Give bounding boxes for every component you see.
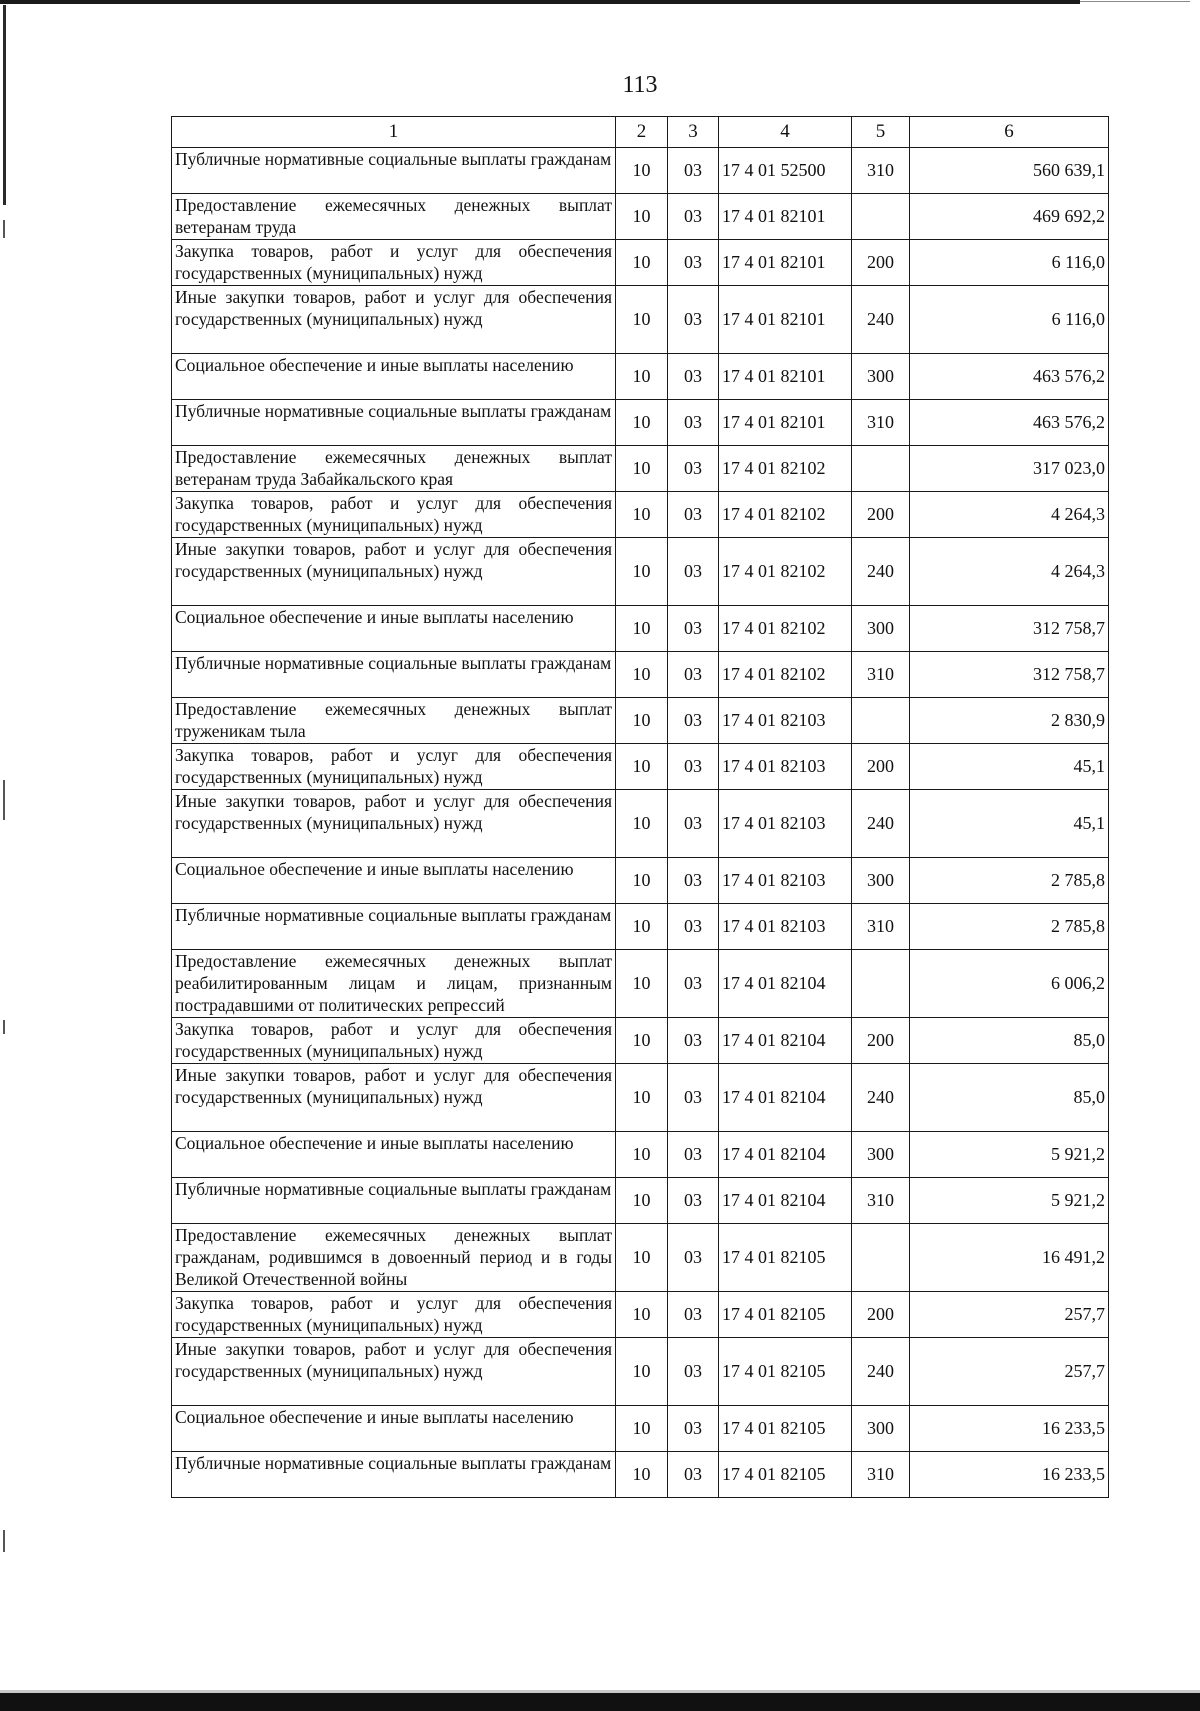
- row-name-cell: Предоставление ежемесячных денежных выплат труженикам тыла: [172, 698, 616, 744]
- row-target-code-cell: 17 4 01 82101: [719, 354, 852, 400]
- column-header-name: 1: [172, 117, 616, 148]
- row-subsection-cell: 03: [668, 1018, 719, 1064]
- row-expense-type-cell: 200: [852, 1292, 910, 1338]
- row-target-code-cell: 17 4 01 82105: [719, 1338, 852, 1406]
- row-section-cell: 10: [616, 698, 668, 744]
- row-name-cell: Социальное обеспечение и иные выплаты населению: [172, 354, 616, 400]
- scan-left-mark: [3, 220, 5, 238]
- row-section-cell: 10: [616, 652, 668, 698]
- row-amount-cell: 469 692,2: [910, 194, 1109, 240]
- scan-top-edge: [0, 0, 1080, 4]
- row-name-cell: Предоставление ежемесячных денежных выплат гражданам, родившимся в довоенный период и в годы Великой Отечественной войны: [172, 1224, 616, 1292]
- row-amount-cell: 45,1: [910, 790, 1109, 858]
- row-expense-type-cell: [852, 1224, 910, 1292]
- row-target-code-cell: 17 4 01 52500: [719, 148, 852, 194]
- table-body: [172, 148, 1109, 1498]
- row-subsection-cell: 03: [668, 286, 719, 354]
- row-section-cell: 10: [616, 1406, 668, 1452]
- column-header-subsection: 3: [668, 117, 719, 148]
- row-section-cell: 10: [616, 400, 668, 446]
- row-amount-cell: 5 921,2: [910, 1178, 1109, 1224]
- row-subsection-cell: 03: [668, 606, 719, 652]
- row-target-code-cell: 17 4 01 82105: [719, 1224, 852, 1292]
- row-amount-cell: 45,1: [910, 744, 1109, 790]
- table-row: [172, 858, 1109, 904]
- table-row: [172, 1064, 1109, 1132]
- row-expense-type-cell: [852, 950, 910, 1018]
- column-header-amount: 6: [910, 117, 1109, 148]
- row-section-cell: 10: [616, 354, 668, 400]
- row-expense-type-cell: 310: [852, 148, 910, 194]
- row-name-cell: Закупка товаров, работ и услуг для обеспечения государственных (муниципальных) нужд: [172, 744, 616, 790]
- row-name-cell: Иные закупки товаров, работ и услуг для обеспечения государственных (муниципальных) нужд: [172, 1064, 616, 1132]
- row-subsection-cell: 03: [668, 240, 719, 286]
- row-section-cell: 10: [616, 194, 668, 240]
- row-subsection-cell: 03: [668, 148, 719, 194]
- row-expense-type-cell: 300: [852, 354, 910, 400]
- scan-bottom-edge: [0, 1693, 1200, 1711]
- column-header-expense-type: 5: [852, 117, 910, 148]
- row-expense-type-cell: 240: [852, 1338, 910, 1406]
- table-row: [172, 698, 1109, 744]
- row-expense-type-cell: 240: [852, 286, 910, 354]
- row-section-cell: 10: [616, 148, 668, 194]
- row-subsection-cell: 03: [668, 194, 719, 240]
- scan-left-edge: [3, 5, 6, 205]
- scan-left-mark: [3, 1530, 5, 1552]
- table-row: [172, 950, 1109, 1018]
- table-header-row: [172, 117, 1109, 148]
- row-expense-type-cell: 200: [852, 744, 910, 790]
- table-row: [172, 400, 1109, 446]
- row-expense-type-cell: 310: [852, 1452, 910, 1498]
- row-name-cell: Публичные нормативные социальные выплаты гражданам: [172, 1452, 616, 1498]
- budget-table: [171, 116, 1109, 1498]
- table-row: [172, 286, 1109, 354]
- row-amount-cell: 6 006,2: [910, 950, 1109, 1018]
- row-section-cell: 10: [616, 790, 668, 858]
- row-expense-type-cell: 310: [852, 652, 910, 698]
- scan-left-mark: [3, 780, 5, 820]
- row-name-cell: Публичные нормативные социальные выплаты гражданам: [172, 652, 616, 698]
- row-expense-type-cell: 200: [852, 240, 910, 286]
- row-name-cell: Закупка товаров, работ и услуг для обеспечения государственных (муниципальных) нужд: [172, 1018, 616, 1064]
- row-name-cell: Социальное обеспечение и иные выплаты населению: [172, 606, 616, 652]
- row-amount-cell: 463 576,2: [910, 354, 1109, 400]
- row-section-cell: 10: [616, 1178, 668, 1224]
- row-subsection-cell: 03: [668, 652, 719, 698]
- row-target-code-cell: 17 4 01 82104: [719, 1018, 852, 1064]
- row-amount-cell: 257,7: [910, 1292, 1109, 1338]
- row-amount-cell: 16 233,5: [910, 1452, 1109, 1498]
- row-name-cell: Предоставление ежемесячных денежных выплат реабилитированным лицам и лицам, признанным пострадавшими от политических репрессий: [172, 950, 616, 1018]
- scan-left-mark: [3, 1020, 5, 1034]
- row-subsection-cell: 03: [668, 858, 719, 904]
- row-amount-cell: 560 639,1: [910, 148, 1109, 194]
- row-name-cell: Публичные нормативные социальные выплаты гражданам: [172, 148, 616, 194]
- row-target-code-cell: 17 4 01 82104: [719, 1178, 852, 1224]
- table-row: [172, 606, 1109, 652]
- row-expense-type-cell: 300: [852, 1406, 910, 1452]
- column-header-target-code: 4: [719, 117, 852, 148]
- row-expense-type-cell: 310: [852, 400, 910, 446]
- row-name-cell: Социальное обеспечение и иные выплаты населению: [172, 1406, 616, 1452]
- row-target-code-cell: 17 4 01 82102: [719, 652, 852, 698]
- row-target-code-cell: 17 4 01 82102: [719, 606, 852, 652]
- row-section-cell: 10: [616, 1064, 668, 1132]
- row-amount-cell: 16 233,5: [910, 1406, 1109, 1452]
- row-expense-type-cell: 300: [852, 1132, 910, 1178]
- row-amount-cell: 85,0: [910, 1018, 1109, 1064]
- row-name-cell: Закупка товаров, работ и услуг для обеспечения государственных (муниципальных) нужд: [172, 492, 616, 538]
- row-subsection-cell: 03: [668, 538, 719, 606]
- row-name-cell: Предоставление ежемесячных денежных выплат ветеранам труда: [172, 194, 616, 240]
- row-subsection-cell: 03: [668, 1292, 719, 1338]
- row-section-cell: 10: [616, 492, 668, 538]
- table-row: [172, 744, 1109, 790]
- row-target-code-cell: 17 4 01 82102: [719, 492, 852, 538]
- row-name-cell: Закупка товаров, работ и услуг для обеспечения государственных (муниципальных) нужд: [172, 240, 616, 286]
- row-target-code-cell: 17 4 01 82101: [719, 400, 852, 446]
- row-section-cell: 10: [616, 606, 668, 652]
- table-row: [172, 1132, 1109, 1178]
- row-target-code-cell: 17 4 01 82104: [719, 950, 852, 1018]
- row-subsection-cell: 03: [668, 698, 719, 744]
- row-section-cell: 10: [616, 1132, 668, 1178]
- row-amount-cell: 312 758,7: [910, 652, 1109, 698]
- row-section-cell: 10: [616, 446, 668, 492]
- row-section-cell: 10: [616, 744, 668, 790]
- row-section-cell: 10: [616, 1018, 668, 1064]
- row-target-code-cell: 17 4 01 82101: [719, 240, 852, 286]
- row-target-code-cell: 17 4 01 82103: [719, 858, 852, 904]
- row-target-code-cell: 17 4 01 82103: [719, 790, 852, 858]
- table-row: [172, 904, 1109, 950]
- row-name-cell: Публичные нормативные социальные выплаты гражданам: [172, 904, 616, 950]
- row-subsection-cell: 03: [668, 904, 719, 950]
- page-number: 113: [622, 72, 658, 98]
- row-subsection-cell: 03: [668, 950, 719, 1018]
- row-section-cell: 10: [616, 240, 668, 286]
- table-row: [172, 1406, 1109, 1452]
- row-section-cell: 10: [616, 858, 668, 904]
- row-expense-type-cell: 240: [852, 538, 910, 606]
- table-row: [172, 652, 1109, 698]
- row-subsection-cell: 03: [668, 400, 719, 446]
- row-target-code-cell: 17 4 01 82105: [719, 1406, 852, 1452]
- row-subsection-cell: 03: [668, 1452, 719, 1498]
- row-section-cell: 10: [616, 1224, 668, 1292]
- row-amount-cell: 312 758,7: [910, 606, 1109, 652]
- table-row: [172, 492, 1109, 538]
- table-row: [172, 194, 1109, 240]
- row-target-code-cell: 17 4 01 82105: [719, 1452, 852, 1498]
- row-subsection-cell: 03: [668, 446, 719, 492]
- row-target-code-cell: 17 4 01 82104: [719, 1064, 852, 1132]
- row-target-code-cell: 17 4 01 82102: [719, 538, 852, 606]
- table-row: [172, 1338, 1109, 1406]
- row-amount-cell: 6 116,0: [910, 240, 1109, 286]
- table-row: [172, 1224, 1109, 1292]
- row-expense-type-cell: [852, 698, 910, 744]
- row-target-code-cell: 17 4 01 82103: [719, 698, 852, 744]
- row-subsection-cell: 03: [668, 744, 719, 790]
- row-name-cell: Иные закупки товаров, работ и услуг для обеспечения государственных (муниципальных) нужд: [172, 790, 616, 858]
- row-subsection-cell: 03: [668, 492, 719, 538]
- row-name-cell: Закупка товаров, работ и услуг для обеспечения государственных (муниципальных) нужд: [172, 1292, 616, 1338]
- table-row: [172, 1292, 1109, 1338]
- table-row: [172, 446, 1109, 492]
- row-name-cell: Иные закупки товаров, работ и услуг для обеспечения государственных (муниципальных) нужд: [172, 538, 616, 606]
- row-target-code-cell: 17 4 01 82102: [719, 446, 852, 492]
- row-amount-cell: 2 785,8: [910, 904, 1109, 950]
- row-subsection-cell: 03: [668, 1064, 719, 1132]
- row-amount-cell: 2 785,8: [910, 858, 1109, 904]
- row-amount-cell: 4 264,3: [910, 538, 1109, 606]
- row-section-cell: 10: [616, 538, 668, 606]
- row-expense-type-cell: [852, 446, 910, 492]
- row-target-code-cell: 17 4 01 82104: [719, 1132, 852, 1178]
- row-section-cell: 10: [616, 286, 668, 354]
- row-expense-type-cell: 240: [852, 790, 910, 858]
- row-target-code-cell: 17 4 01 82103: [719, 904, 852, 950]
- table-row: [172, 354, 1109, 400]
- row-amount-cell: 257,7: [910, 1338, 1109, 1406]
- row-amount-cell: 2 830,9: [910, 698, 1109, 744]
- row-name-cell: Иные закупки товаров, работ и услуг для обеспечения государственных (муниципальных) нужд: [172, 1338, 616, 1406]
- row-target-code-cell: 17 4 01 82105: [719, 1292, 852, 1338]
- row-subsection-cell: 03: [668, 354, 719, 400]
- row-name-cell: Иные закупки товаров, работ и услуг для обеспечения государственных (муниципальных) нужд: [172, 286, 616, 354]
- row-expense-type-cell: 200: [852, 492, 910, 538]
- table-row: [172, 148, 1109, 194]
- row-expense-type-cell: 200: [852, 1018, 910, 1064]
- table-row: [172, 1018, 1109, 1064]
- scan-top-edge-thin: [1080, 1, 1190, 2]
- row-expense-type-cell: 240: [852, 1064, 910, 1132]
- row-subsection-cell: 03: [668, 1178, 719, 1224]
- row-section-cell: 10: [616, 1452, 668, 1498]
- row-subsection-cell: 03: [668, 1224, 719, 1292]
- row-amount-cell: 6 116,0: [910, 286, 1109, 354]
- table-row: [172, 1452, 1109, 1498]
- row-name-cell: Публичные нормативные социальные выплаты гражданам: [172, 1178, 616, 1224]
- row-name-cell: Социальное обеспечение и иные выплаты населению: [172, 858, 616, 904]
- row-amount-cell: 463 576,2: [910, 400, 1109, 446]
- table-row: [172, 538, 1109, 606]
- row-name-cell: Предоставление ежемесячных денежных выплат ветеранам труда Забайкальского края: [172, 446, 616, 492]
- row-section-cell: 10: [616, 950, 668, 1018]
- row-subsection-cell: 03: [668, 1132, 719, 1178]
- row-section-cell: 10: [616, 1292, 668, 1338]
- table-row: [172, 1178, 1109, 1224]
- row-amount-cell: 5 921,2: [910, 1132, 1109, 1178]
- row-name-cell: Публичные нормативные социальные выплаты гражданам: [172, 400, 616, 446]
- row-section-cell: 10: [616, 904, 668, 950]
- table-row: [172, 240, 1109, 286]
- row-expense-type-cell: 300: [852, 858, 910, 904]
- row-amount-cell: 85,0: [910, 1064, 1109, 1132]
- row-subsection-cell: 03: [668, 1406, 719, 1452]
- row-target-code-cell: 17 4 01 82101: [719, 194, 852, 240]
- row-expense-type-cell: 300: [852, 606, 910, 652]
- row-amount-cell: 4 264,3: [910, 492, 1109, 538]
- row-target-code-cell: 17 4 01 82101: [719, 286, 852, 354]
- row-section-cell: 10: [616, 1338, 668, 1406]
- row-expense-type-cell: 310: [852, 1178, 910, 1224]
- row-subsection-cell: 03: [668, 1338, 719, 1406]
- row-amount-cell: 16 491,2: [910, 1224, 1109, 1292]
- row-expense-type-cell: 310: [852, 904, 910, 950]
- row-amount-cell: 317 023,0: [910, 446, 1109, 492]
- row-subsection-cell: 03: [668, 790, 719, 858]
- row-name-cell: Социальное обеспечение и иные выплаты населению: [172, 1132, 616, 1178]
- row-expense-type-cell: [852, 194, 910, 240]
- row-target-code-cell: 17 4 01 82103: [719, 744, 852, 790]
- column-header-section: 2: [616, 117, 668, 148]
- table-row: [172, 790, 1109, 858]
